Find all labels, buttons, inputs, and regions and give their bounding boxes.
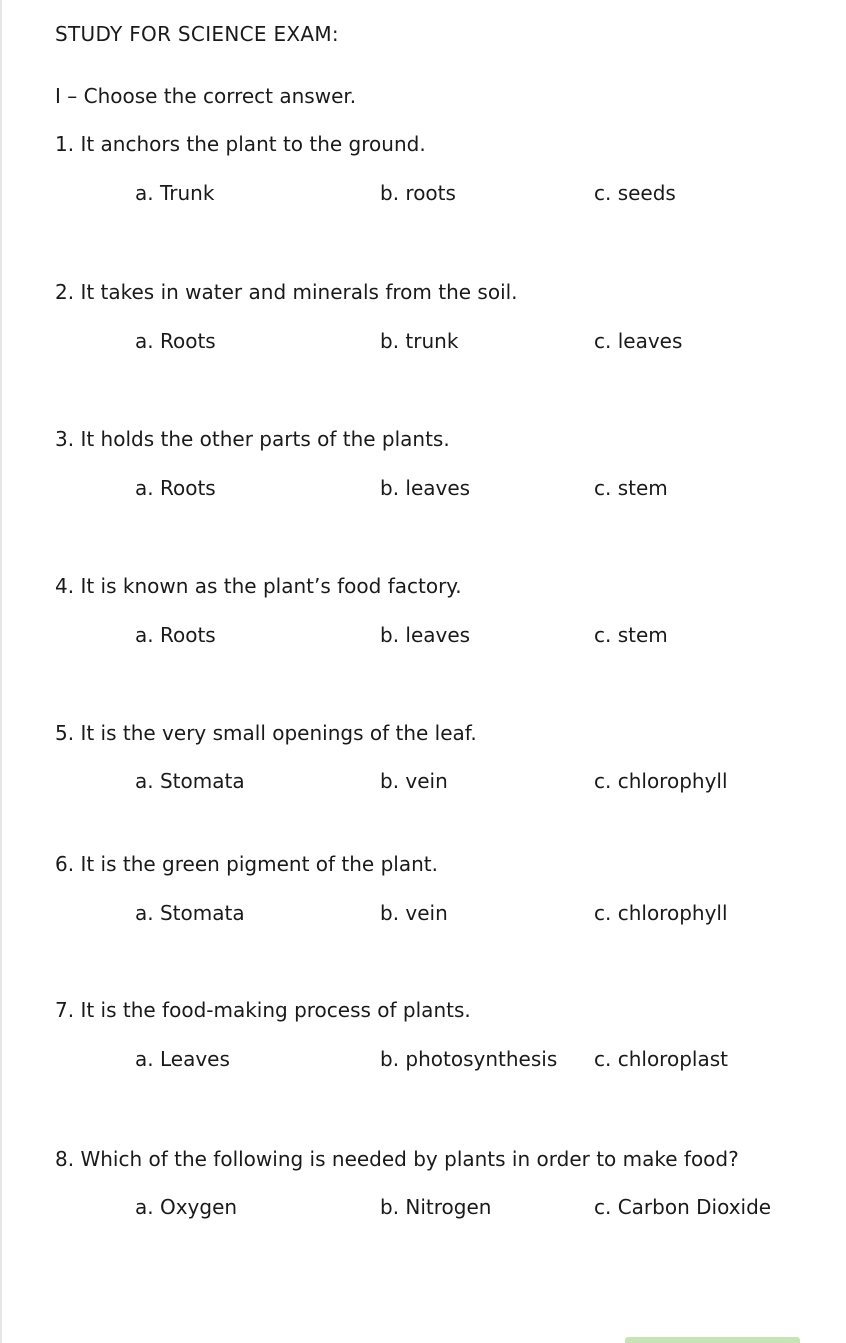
question-7-choice-c: c. chloroplast [594,1047,728,1071]
question-1-choice-a: a. Trunk [135,181,215,205]
question-3-choice-b: b. leaves [380,476,471,500]
question-3-choice-a: a. Roots [135,476,216,500]
question-7: 7. It is the food-making process of plants. [55,998,471,1022]
section-instruction: I – Choose the correct answer. [55,84,357,108]
question-2-choice-a: a. Roots [135,329,216,353]
question-5-choice-b: b. vein [380,769,448,793]
bottom-edge-mark [625,1337,800,1343]
question-5-choice-c: c. chlorophyll [594,769,728,793]
question-4-choice-b: b. leaves [380,623,471,647]
question-8-choice-b: b. Nitrogen [380,1195,492,1219]
question-1: 1. It anchors the plant to the ground. [55,132,426,156]
question-6-choice-a: a. Stomata [135,901,245,925]
question-4: 4. It is known as the plant’s food factory. [55,574,462,598]
page-edge [0,0,2,1343]
question-5-choice-a: a. Stomata [135,769,245,793]
question-7-choice-b: b. photosynthesis [380,1047,558,1071]
question-1-choice-c: c. seeds [594,181,676,205]
question-3: 3. It holds the other parts of the plants. [55,427,450,451]
question-6: 6. It is the green pigment of the plant. [55,852,438,876]
question-6-choice-b: b. vein [380,901,448,925]
question-8: 8. Which of the following is needed by plants in order to make food? [55,1147,739,1171]
question-2-choice-b: b. trunk [380,329,459,353]
page-title: STUDY FOR SCIENCE EXAM: [55,22,339,46]
question-2-choice-c: c. leaves [594,329,683,353]
question-2: 2. It takes in water and minerals from the soil. [55,280,518,304]
question-4-choice-a: a. Roots [135,623,216,647]
question-7-choice-a: a. Leaves [135,1047,230,1071]
question-3-choice-c: c. stem [594,476,668,500]
question-4-choice-c: c. stem [594,623,668,647]
question-5: 5. It is the very small openings of the leaf. [55,721,477,745]
question-1-choice-b: b. roots [380,181,456,205]
question-8-choice-a: a. Oxygen [135,1195,238,1219]
question-8-choice-c: c. Carbon Dioxide [594,1195,772,1219]
question-6-choice-c: c. chlorophyll [594,901,728,925]
